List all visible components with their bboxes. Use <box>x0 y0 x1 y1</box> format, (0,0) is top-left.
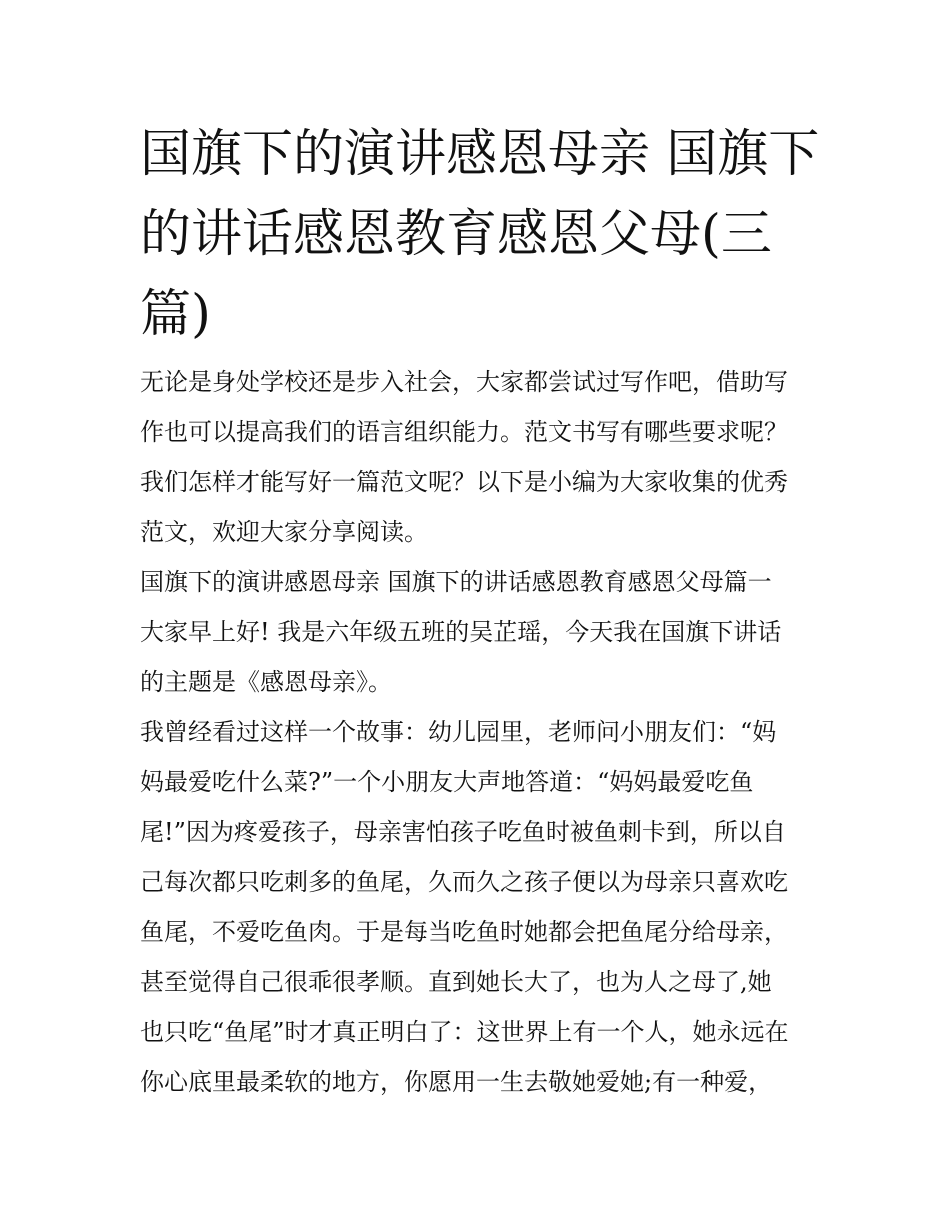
body-line: 鱼尾，不爱吃鱼肉。于是每当吃鱼时她都会把鱼尾分给母亲， <box>140 918 788 946</box>
body-line: 尾!”因为疼爱孩子，母亲害怕孩子吃鱼时被鱼刺卡到，所以自 <box>140 818 786 846</box>
title-line: 国旗下的演讲感恩母亲 国旗下 <box>140 125 820 184</box>
body-line: 你心底里最柔软的地方，你愿用一生去敬她爱她;有一种爱， <box>140 1068 773 1096</box>
title-line: 篇) <box>140 285 211 344</box>
body-line: 我曾经看过这样一个故事：幼儿园里，老师问小朋友们：“妈 <box>140 718 777 746</box>
body-line: 范文，欢迎大家分享阅读。 <box>140 518 428 546</box>
body-line: 甚至觉得自己很乖很孝顺。直到她长大了，也为人之母了,她 <box>140 968 772 996</box>
body-line: 也只吃“鱼尾”时才真正明白了：这世界上有一个人，她永远在 <box>140 1018 789 1046</box>
document-body <box>140 357 830 1107</box>
body-line: 妈最爱吃什么菜?”一个小朋友大声地答道：“妈妈最爱吃鱼 <box>140 768 754 796</box>
body-line: 无论是身处学校还是步入社会，大家都尝试过写作吧，借助写 <box>140 368 788 396</box>
body-line: 己每次都只吃刺多的鱼尾，久而久之孩子便以为母亲只喜欢吃 <box>140 868 788 896</box>
document-title <box>140 115 820 355</box>
title-line: 的讲话感恩教育感恩父母(三 <box>140 205 772 264</box>
section-heading: 国旗下的演讲感恩母亲 国旗下的讲话感恩教育感恩父母篇一 <box>140 568 772 596</box>
body-line: 的主题是《感恩母亲》。 <box>140 668 392 696</box>
body-line: 我们怎样才能写好一篇范文呢？以下是小编为大家收集的优秀 <box>140 468 788 496</box>
body-line: 作也可以提高我们的语言组织能力。范文书写有哪些要求呢？ <box>140 418 788 446</box>
body-line: 大家早上好! 我是六年级五班的吴芷瑶，今天我在国旗下讲话 <box>140 618 782 646</box>
